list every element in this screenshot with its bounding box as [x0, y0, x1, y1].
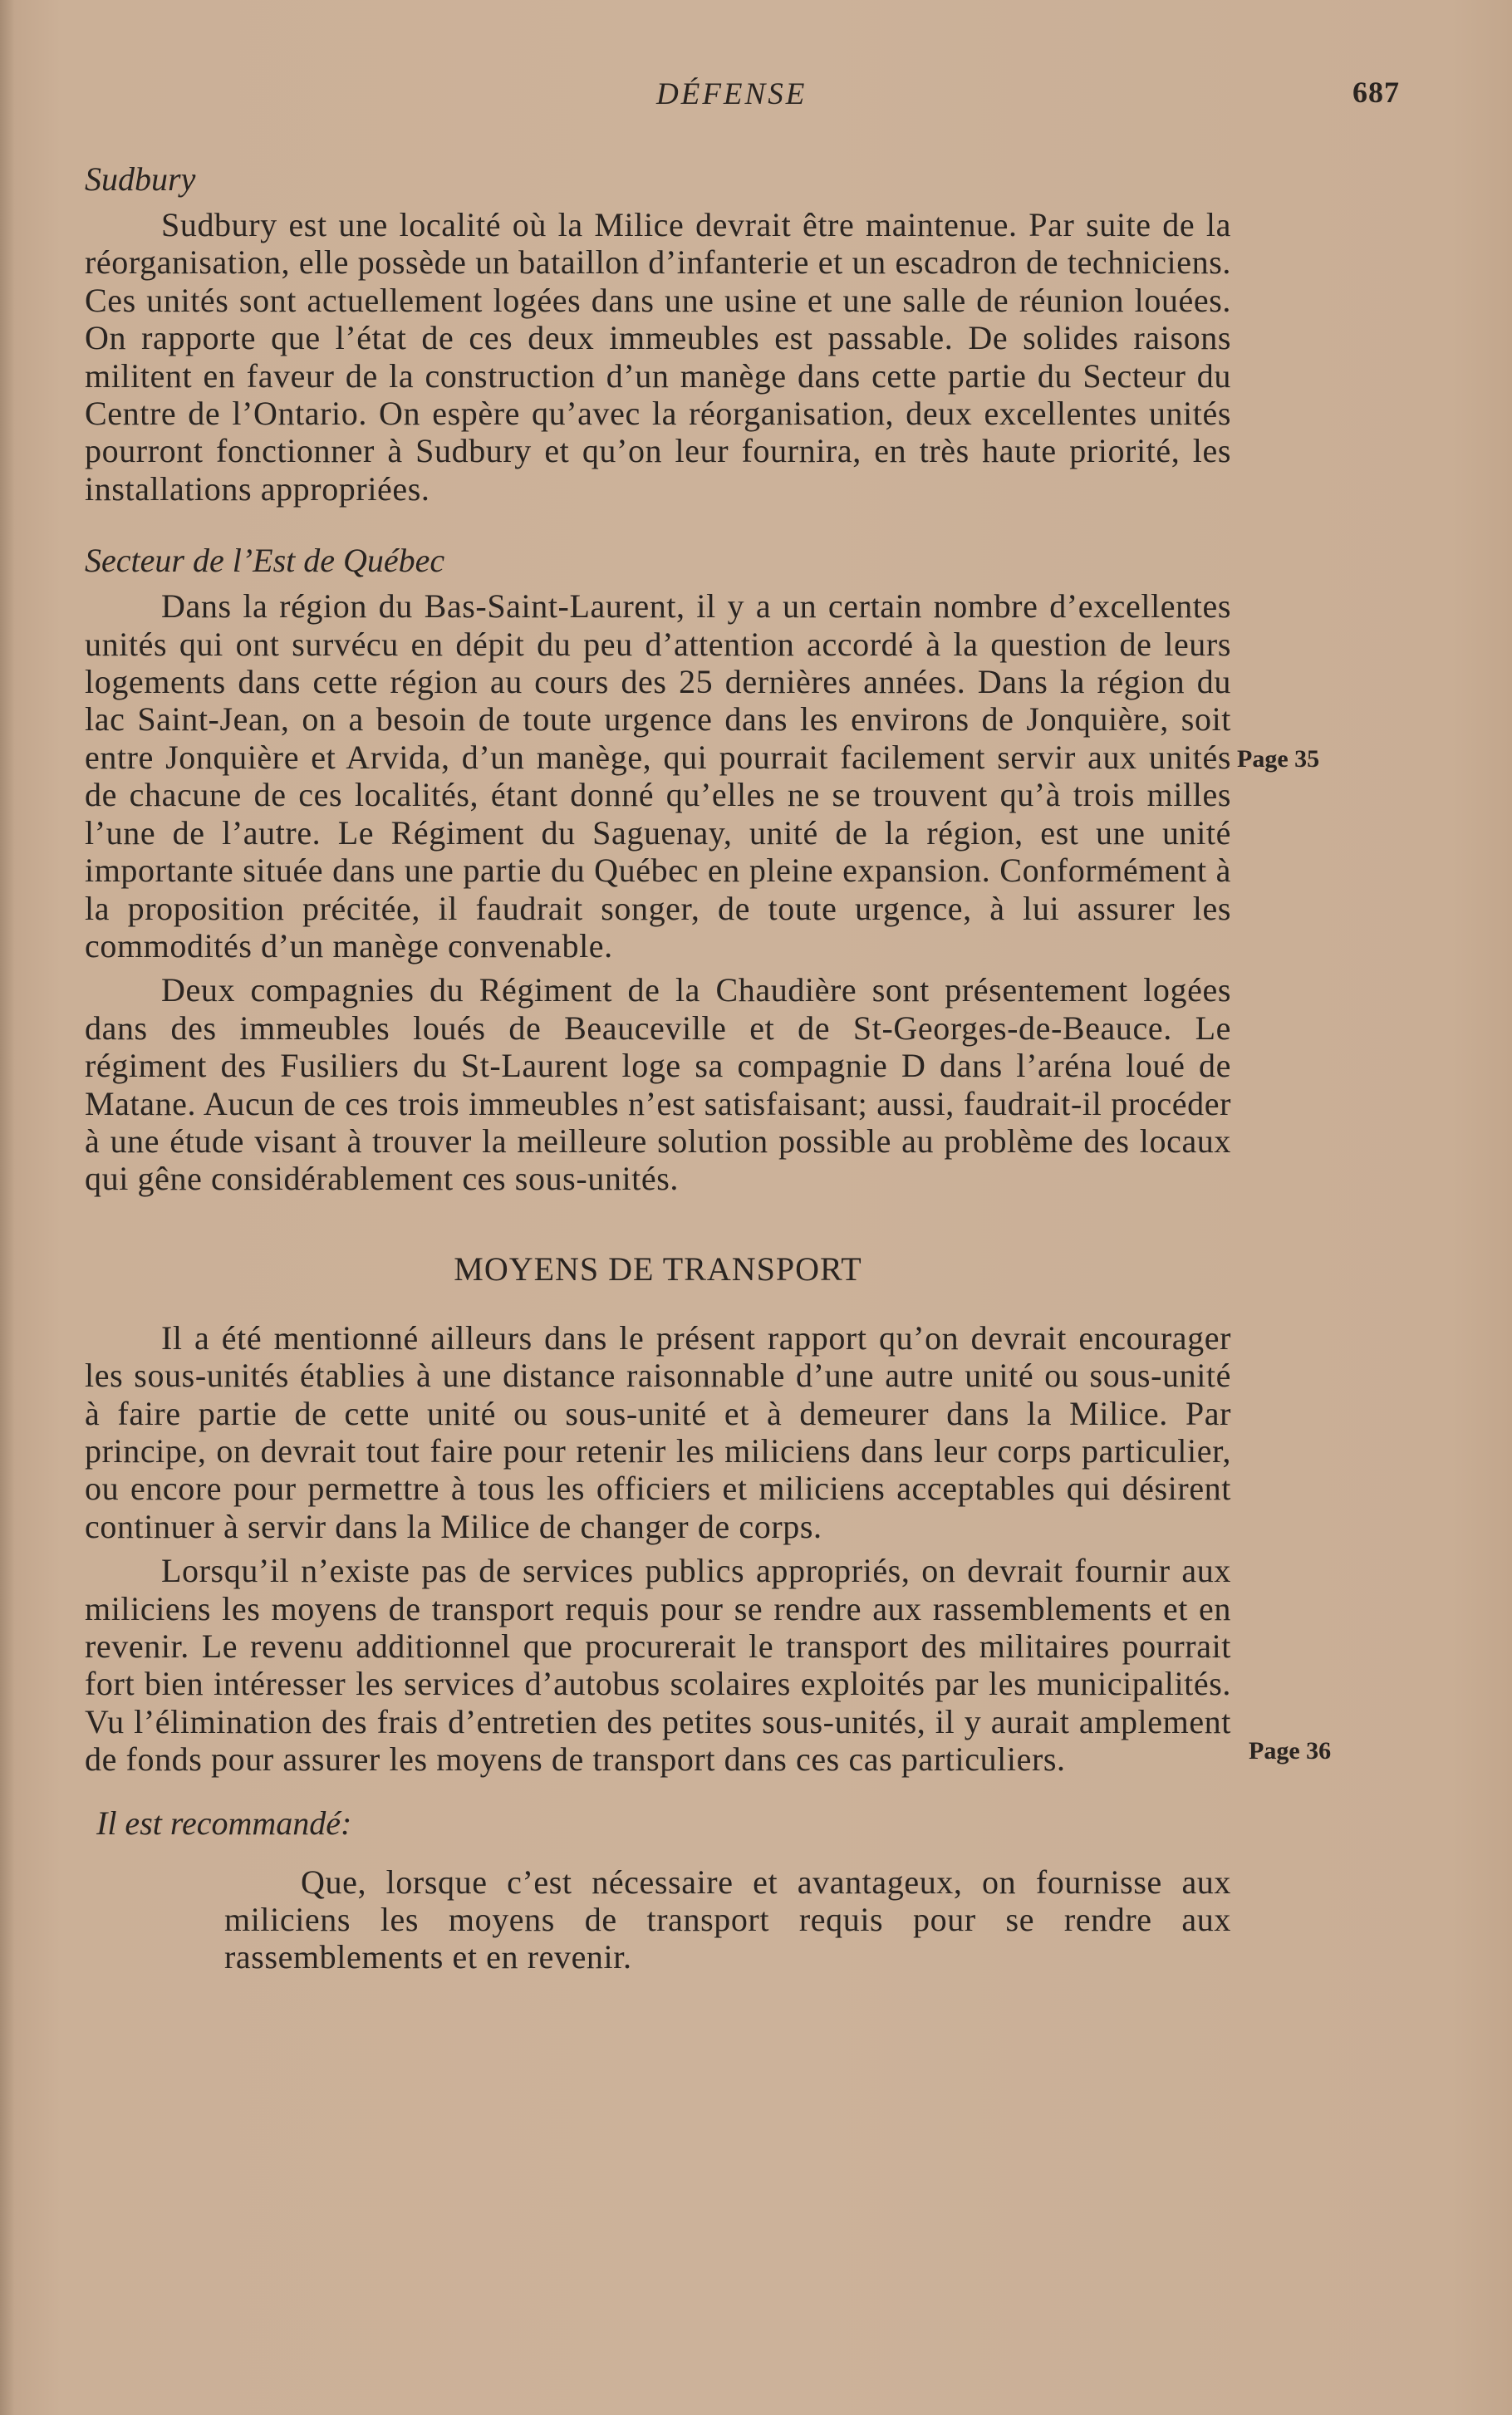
recommendation-label: Il est recommandé: [96, 1804, 352, 1842]
margin-note-page-35: Page 35 [1237, 745, 1320, 773]
body-text [85, 158, 1231, 1976]
paragraph-quebec-est-1: Dans la région du Bas-Saint-Laurent, il y a un certain nombre d’excellentes unités qui ont survécu en dépit du peu d’attention accordé à la question de leurs logements dans cette région au cours des 25 dernières années. Dans la région du lac Saint-Jean, on a besoin de toute urgence dans les environs de Jonquière, soit entre Jonquière et Arvida, d’un manège, qui pourrait facilement servir aux unités de chacune de ces localités, étant donné qu’elles ne se trouvent qu’à trois milles l’une de l’autre. Le Régiment du Saguenay, unité de la région, est une unité importante située dans une partie du Québec en pleine expansion. Conformément à la proposition précitée, il faudrait songer, de toute urgence, à lui assurer les commodités d’un manège convenable. [85, 587, 1231, 965]
section-heading-quebec-est: Secteur de l’Est de Québec [85, 542, 445, 580]
paragraph-transport-1: Il a été mentionné ailleurs dans le présent rapport qu’on devrait encourager les sous-unités établies à une distance raisonnable d’une autre unité ou sous-unité à faire partie de cette unité ou sous-unité et à demeurer dans la Milice. Par principe, on devrait tout faire pour retenir les miliciens dans leur corps particulier, ou encore pour permettre à tous les officiers et miliciens acceptables qui désirent continuer à servir dans la Milice de changer de corps. [85, 1318, 1231, 1545]
recommendation-text: Que, lorsque c’est nécessaire et avantageux, on fournisse aux miliciens les moyens de transport requis pour se rendre aux rassemblements et en revenir. [224, 1863, 1231, 1976]
paragraph-sudbury: Sudbury est une localité où la Milice devrait être maintenue. Par suite de la réorganisation, elle possède un bataillon d’infanterie et un escadron de techniciens. Ces unités sont actuellement logées dans une usine et une salle de réunion louées. On rapporte que l’état de ces deux immeubles est passable. De solides raisons militent en faveur de la construction d’un manège dans cette partie du Secteur du Centre de l’Ontario. On espère qu’avec la réorganisation, deux excellentes unités pourront fonctionner à Sudbury et qu’on leur fournira, en très haute priorité, les installations appropriées. [85, 206, 1231, 508]
paragraph-quebec-est-2: Deux compagnies du Régiment de la Chaudière sont présentement logées dans des immeubles loués de Beauceville et de St-Georges-de-Beauce. Le régiment des Fusiliers du St-Laurent loge sa compagnie D dans l’aréna loué de Matane. Aucun de ces trois immeubles n’est satisfaisant; aussi, faudrait-il procéder à une étude visant à trouver la meilleure solution possible au problème des locaux qui gêne considérablement ces sous-unités. [85, 971, 1231, 1198]
scan-edge-shadow [0, 0, 15, 2415]
margin-note-page-36: Page 36 [1249, 1737, 1332, 1765]
section-heading-transport: MOYENS DE TRANSPORT [454, 1249, 862, 1288]
paragraph-transport-2: Lorsqu’il n’existe pas de services publics appropriés, on devrait fournir aux miliciens les moyens de transport requis pour se rendre aux rassemblements et en revenir. Le revenu additionnel que procurerait le transport des militaires pourrait fort bien intéresser les services d’autobus scolaires exploités par les municipalités. Vu l’élimination des frais d’entretien des petites sous-unités, il y aurait amplement de fonds pour assurer les moyens de transport dans ces cas particuliers. [85, 1552, 1231, 1779]
running-title: DÉFENSE [656, 77, 808, 111]
running-header [0, 76, 1512, 118]
section-heading-sudbury: Sudbury [85, 160, 196, 198]
page-number: 687 [1352, 76, 1400, 109]
